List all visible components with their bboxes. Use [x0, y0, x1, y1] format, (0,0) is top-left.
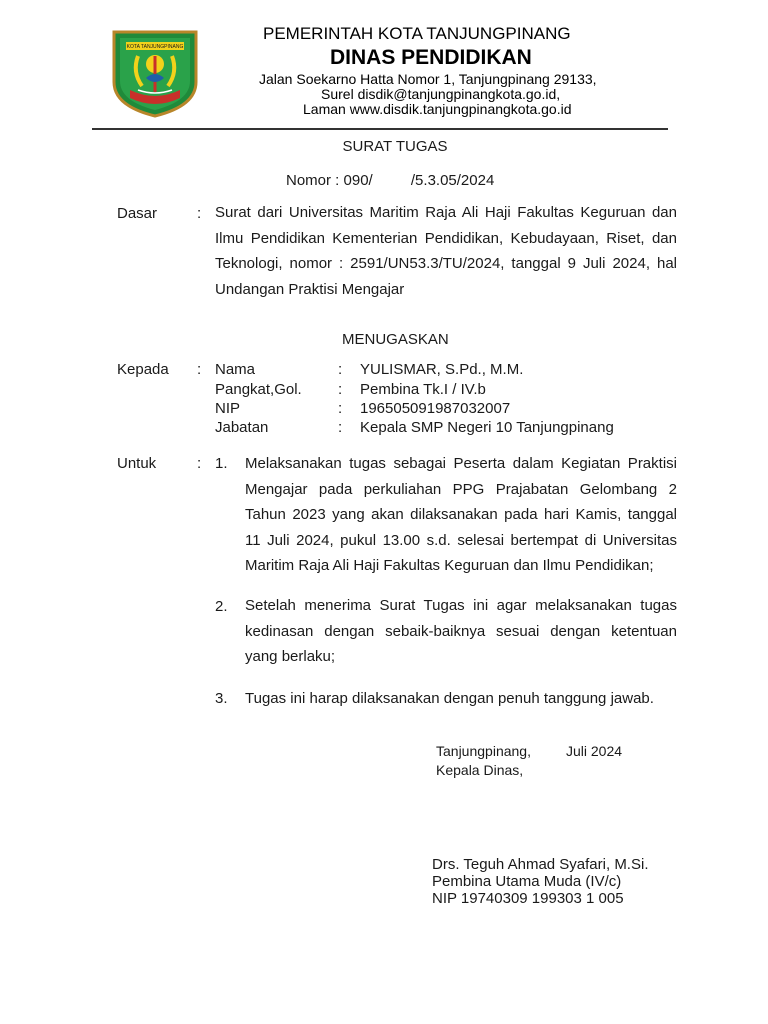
dasar-line: Teknologi, nomor : 2591/UN53.3/TU/2024, tanggal 9 Juli 2024, hal — [215, 255, 677, 272]
dasar-line: Undangan Praktisi Mengajar — [215, 280, 405, 298]
number-label: Nomor : 090/ — [286, 172, 373, 189]
task-line: yang berlaku; — [245, 648, 336, 665]
task-line: Melaksanakan tugas sebagai Peserta dalam Kegiatan Praktisi — [245, 455, 677, 472]
task-line: Tahun 2023 yang akan dilaksanakan pada hari Kamis, tanggal — [245, 506, 677, 523]
field-label: Jabatan — [215, 419, 269, 436]
dasar-colon: : — [197, 205, 202, 222]
agency-email: Surel disdik@tanjungpinangkota.go.id, — [321, 86, 561, 102]
dasar-text — [215, 200, 677, 302]
closing-date: Juli 2024 — [566, 743, 623, 759]
field-label: Pangkat,Gol. — [215, 381, 302, 398]
letterhead — [0, 0, 768, 132]
city-seal-logo — [108, 26, 202, 120]
task-number: 3. — [215, 690, 228, 707]
closing-place: Tanjungpinang, — [436, 743, 531, 759]
task-line: Setelah menerima Surat Tugas ini agar melaksanakan tugas — [245, 597, 677, 614]
seal-label: KOTA TANJUNGPINANG — [126, 44, 184, 50]
letterhead-rule — [92, 128, 668, 130]
kepada-colon: : — [197, 361, 202, 378]
closing-position: Kepala Dinas, — [436, 762, 524, 778]
document-number — [286, 172, 494, 189]
section-heading: MENUGASKAN — [342, 331, 449, 348]
agency-website: Laman www.disdik.tanjungpinangkota.go.id — [303, 101, 572, 117]
field-colon: : — [338, 361, 343, 378]
task-number: 2. — [215, 598, 228, 615]
dasar-line: Surat dari Universitas Maritim Raja Ali Haji Fakultas Keguruan dan — [215, 204, 677, 221]
dasar-label: Dasar — [117, 205, 158, 222]
field-label: Nama — [215, 361, 256, 378]
field-label: NIP — [215, 400, 241, 417]
field-colon: : — [338, 400, 343, 417]
field-colon: : — [338, 381, 343, 398]
task-number: 1. — [215, 455, 228, 472]
agency-address: Jalan Soekarno Hatta Nomor 1, Tanjungpinang 29133, — [259, 71, 597, 87]
task-line: Mengajar pada perkuliahan PPG Prajabatan Gelombang 2 — [245, 480, 677, 498]
number-suffix: /5.3.05/2024 — [410, 172, 495, 189]
signatory-name: Drs. Teguh Ahmad Syafari, M.Si. — [432, 856, 649, 873]
dasar-line: Ilmu Pendidikan Kementerian Pendidikan, Kebudayaan, Riset, dan — [215, 229, 677, 247]
signatory-rank: Pembina Utama Muda (IV/c) — [432, 873, 622, 890]
signatory-nip: NIP 19740309 199303 1 005 — [432, 890, 624, 907]
field-colon: : — [338, 419, 343, 436]
kepada-label: Kepada — [117, 361, 169, 378]
document-title: SURAT TUGAS — [342, 138, 448, 155]
task-line: 11 Juli 2024, pukul 13.00 s.d. selesai bertempat di Universitas — [245, 531, 677, 549]
field-value: Kepala SMP Negeri 10 Tanjungpinang — [360, 419, 614, 436]
untuk-colon: : — [197, 455, 202, 472]
task-line: Tugas ini harap dilaksanakan dengan penuh tanggung jawab. — [245, 690, 654, 707]
agency-name: DINAS PENDIDIKAN — [330, 46, 532, 69]
field-value: YULISMAR, S.Pd., M.M. — [360, 361, 524, 378]
field-value: 196505091987032007 — [360, 400, 511, 417]
field-value: Pembina Tk.I / IV.b — [360, 381, 486, 398]
task-line: Maritim Raja Ali Haji Fakultas Keguruan dan Ilmu Pendidikan; — [245, 557, 654, 574]
task-line: kedinasan dengan sebaik-baiknya sesuai dengan ketentuan — [245, 622, 677, 640]
government-name: PEMERINTAH KOTA TANJUNGPINANG — [263, 24, 571, 43]
task-item-text — [245, 593, 677, 670]
untuk-label: Untuk — [117, 455, 157, 472]
task-item-text — [245, 690, 677, 707]
task-item-text — [245, 451, 677, 579]
